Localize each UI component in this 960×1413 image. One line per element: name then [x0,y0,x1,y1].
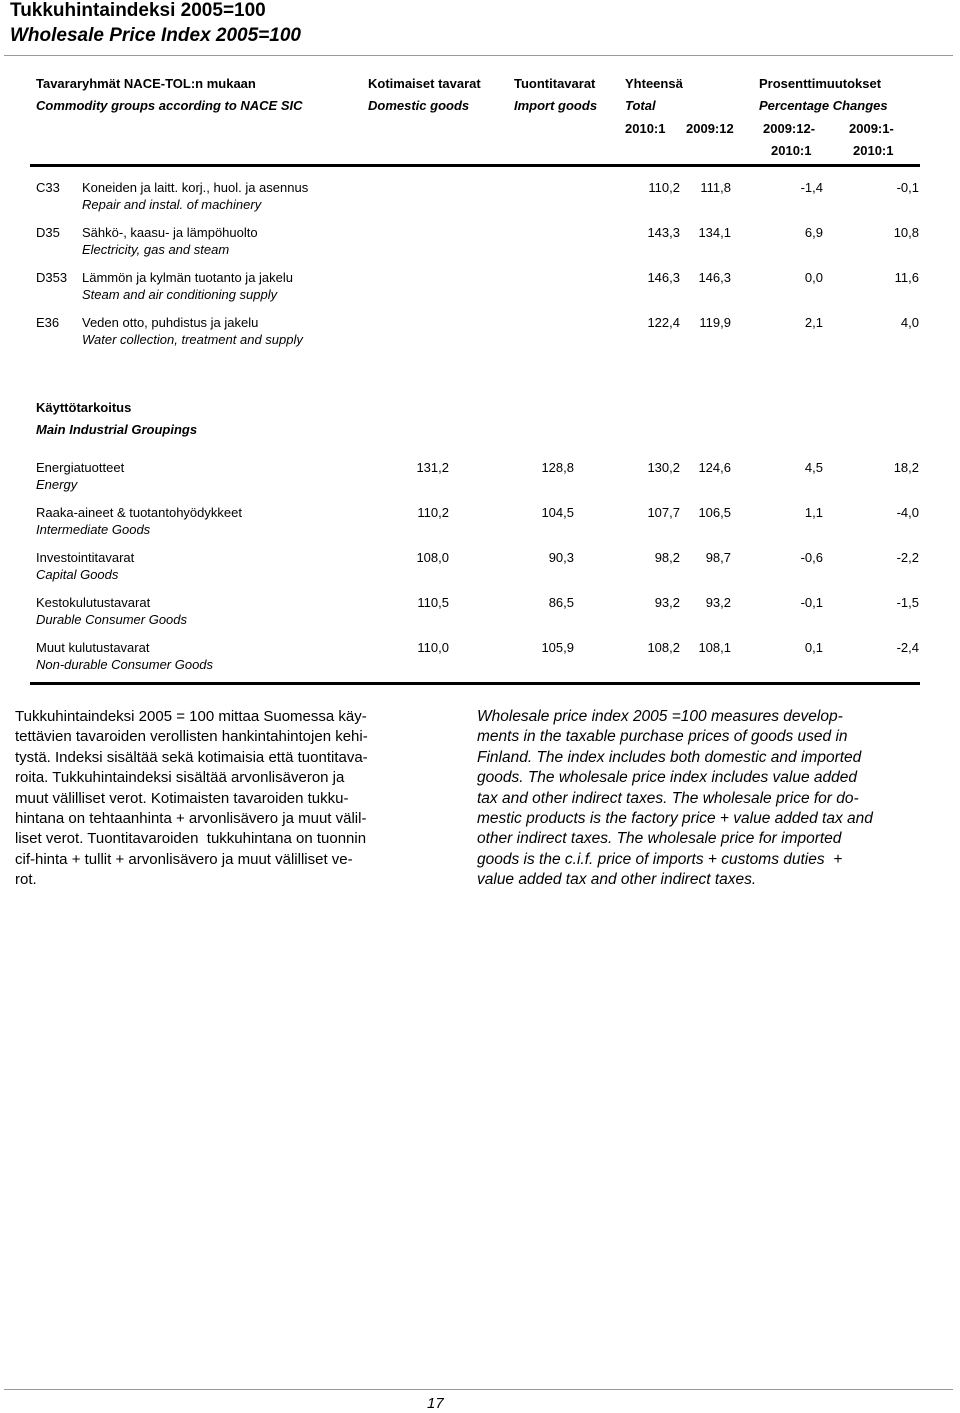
header-import-en: Import goods [514,98,598,113]
header-col-pct1-a: 2009:12- [763,121,816,136]
header-rule [30,164,920,167]
row-value-p1: 6,9 [804,225,823,240]
row-value-p2: 4,0 [900,315,919,330]
group-value-p1: -0,1 [800,595,823,610]
row-code: C33 [36,180,60,195]
row-label-en: Electricity, gas and steam [82,242,230,257]
group-label-fi: Investointitavarat [36,550,135,565]
row-value-t2: 134,1 [698,225,731,240]
group-value-p2: -1,5 [896,595,919,610]
group-label-fi: Energiatuotteet [36,460,125,475]
row-value-p2: 11,6 [894,270,919,285]
group-value-p2: -4,0 [896,505,919,520]
row-label-en: Steam and air conditioning supply [82,287,278,302]
group-value-t2: 108,1 [698,640,731,655]
header-pct-en: Percentage Changes [759,98,888,113]
group-value-t2: 106,5 [698,505,731,520]
header-col-pct2-a: 2009:1- [849,121,894,136]
row-label-fi: Lämmön ja kylmän tuotanto ja jakelu [82,270,294,285]
group-value-p1: 4,5 [804,460,823,475]
group-label-fi: Kestokulutustavarat [36,595,151,610]
group-label-en: Capital Goods [36,567,119,582]
row-code: D353 [36,270,68,285]
header-col-2010-1: 2010:1 [625,121,666,136]
header-total-en: Total [625,98,656,113]
group-value-t2: 98,7 [705,550,731,565]
group-label-fi: Raaka-aineet & tuotantohyödykkeet [36,505,242,520]
group-value-p1: -0,6 [800,550,823,565]
group-value-dom: 110,2 [417,505,449,520]
header-groups-en: Commodity groups according to NACE SIC [36,98,303,113]
header-domestic-en: Domestic goods [368,98,470,113]
group-value-imp: 104,5 [541,505,574,520]
group-value-imp: 86,5 [548,595,574,610]
group-label-en: Durable Consumer Goods [36,612,188,627]
group-value-imp: 128,8 [541,460,574,475]
row-value-p2: -0,1 [896,180,919,195]
group-value-dom: 110,0 [417,640,449,655]
bottom-rule [30,682,920,685]
group-label-en: Non-durable Consumer Goods [36,657,214,672]
header-groups-fi: Tavararyhmät NACE-TOL:n mukaan [36,76,256,91]
row-label-fi: Sähkö-, kaasu- ja lämpöhuolto [82,225,258,240]
group-value-t2: 124,6 [698,460,731,475]
group-value-t1: 98,2 [654,550,680,565]
group-value-p2: -2,2 [896,550,919,565]
row-code: E36 [36,315,60,330]
note-en: Wholesale price index 2005 =100 measures develop- ments in the taxable purchase prices of goods used in Finland. The index includes both domestic and imported goods. The wholesale price index includes value added tax and other indirect taxes. The wholesale price for do- mestic products is the factory price + value added tax and other indirect taxes. The wholesale price for imported goods is the c.i.f. price of imports + customs duties + value added tax and other indirect taxes. [477,708,873,889]
group-value-t1: 130,2 [647,460,680,475]
page-title-fi: Tukkuhintaindeksi 2005=100 [10,0,266,21]
group-value-p2: -2,4 [896,640,919,655]
header-pct-fi: Prosenttimuutokset [759,76,882,91]
group-value-dom: 131,2 [416,460,449,475]
row-value-p2: 10,8 [893,225,919,240]
group-value-dom: 110,5 [417,595,449,610]
row-label-en: Water collection, treatment and supply [82,332,303,347]
row-label-fi: Veden otto, puhdistus ja jakelu [82,315,259,330]
header-total-fi: Yhteensä [625,76,683,91]
group-value-t2: 93,2 [705,595,731,610]
page-number: 17 [427,1395,444,1412]
group-value-t1: 107,7 [647,505,680,520]
row-value-t1: 146,3 [647,270,680,285]
row-value-t1: 122,4 [647,315,680,330]
row-label-fi: Koneiden ja laitt. korj., huol. ja asennus [82,180,309,195]
row-value-t1: 110,2 [648,180,680,195]
header-col-pct2-b: 2010:1 [853,143,894,158]
header-import-fi: Tuontitavarat [514,76,596,91]
header-domestic-fi: Kotimaiset tavarat [368,76,481,91]
group-value-p1: 1,1 [804,505,823,520]
group-value-p1: 0,1 [804,640,823,655]
top-divider [4,55,953,56]
group-value-imp: 105,9 [541,640,574,655]
group-label-en: Energy [36,477,78,492]
section-title-en: Main Industrial Groupings [36,422,198,437]
group-label-fi: Muut kulutustavarat [36,640,150,655]
group-label-en: Intermediate Goods [36,522,151,537]
section-title-fi: Käyttötarkoitus [36,400,132,415]
footer-divider [4,1389,953,1390]
group-value-t1: 108,2 [647,640,680,655]
header-col-pct1-b: 2010:1 [771,143,812,158]
row-label-en: Repair and instal. of machinery [82,197,262,212]
group-value-t1: 93,2 [654,595,680,610]
header-col-2009-12: 2009:12 [686,121,734,136]
row-value-p1: -1,4 [800,180,823,195]
note-fi: Tukkuhintaindeksi 2005 = 100 mittaa Suomessa käy- tettävien tavaroiden verollisten hankintahintojen kehi- tystä. Indeksi sisältää sekä kotimaisia että tuontitava- roita. Tukkuhintaindeksi sisältää arvonlisäveron ja muut välilliset verot. Kotimaisten tavaroiden tukku- hintana on tehtaanhinta + arvonlisävero ja muut välil- liset verot. Tuontitavaroiden tukkuhintana on tuonnin cif-hinta + tullit + arvonlisävero ja muut välilliset ve- rot. [15,708,368,889]
row-value-t2: 146,3 [698,270,731,285]
row-value-t2: 111,8 [700,180,731,195]
page-title-en: Wholesale Price Index 2005=100 [10,25,301,46]
row-value-p1: 2,1 [804,315,823,330]
group-value-p2: 18,2 [893,460,919,475]
group-value-imp: 90,3 [548,550,574,565]
row-value-t1: 143,3 [647,225,680,240]
row-value-p1: 0,0 [804,270,823,285]
row-code: D35 [36,225,60,240]
row-value-t2: 119,9 [699,315,731,330]
group-value-dom: 108,0 [416,550,449,565]
